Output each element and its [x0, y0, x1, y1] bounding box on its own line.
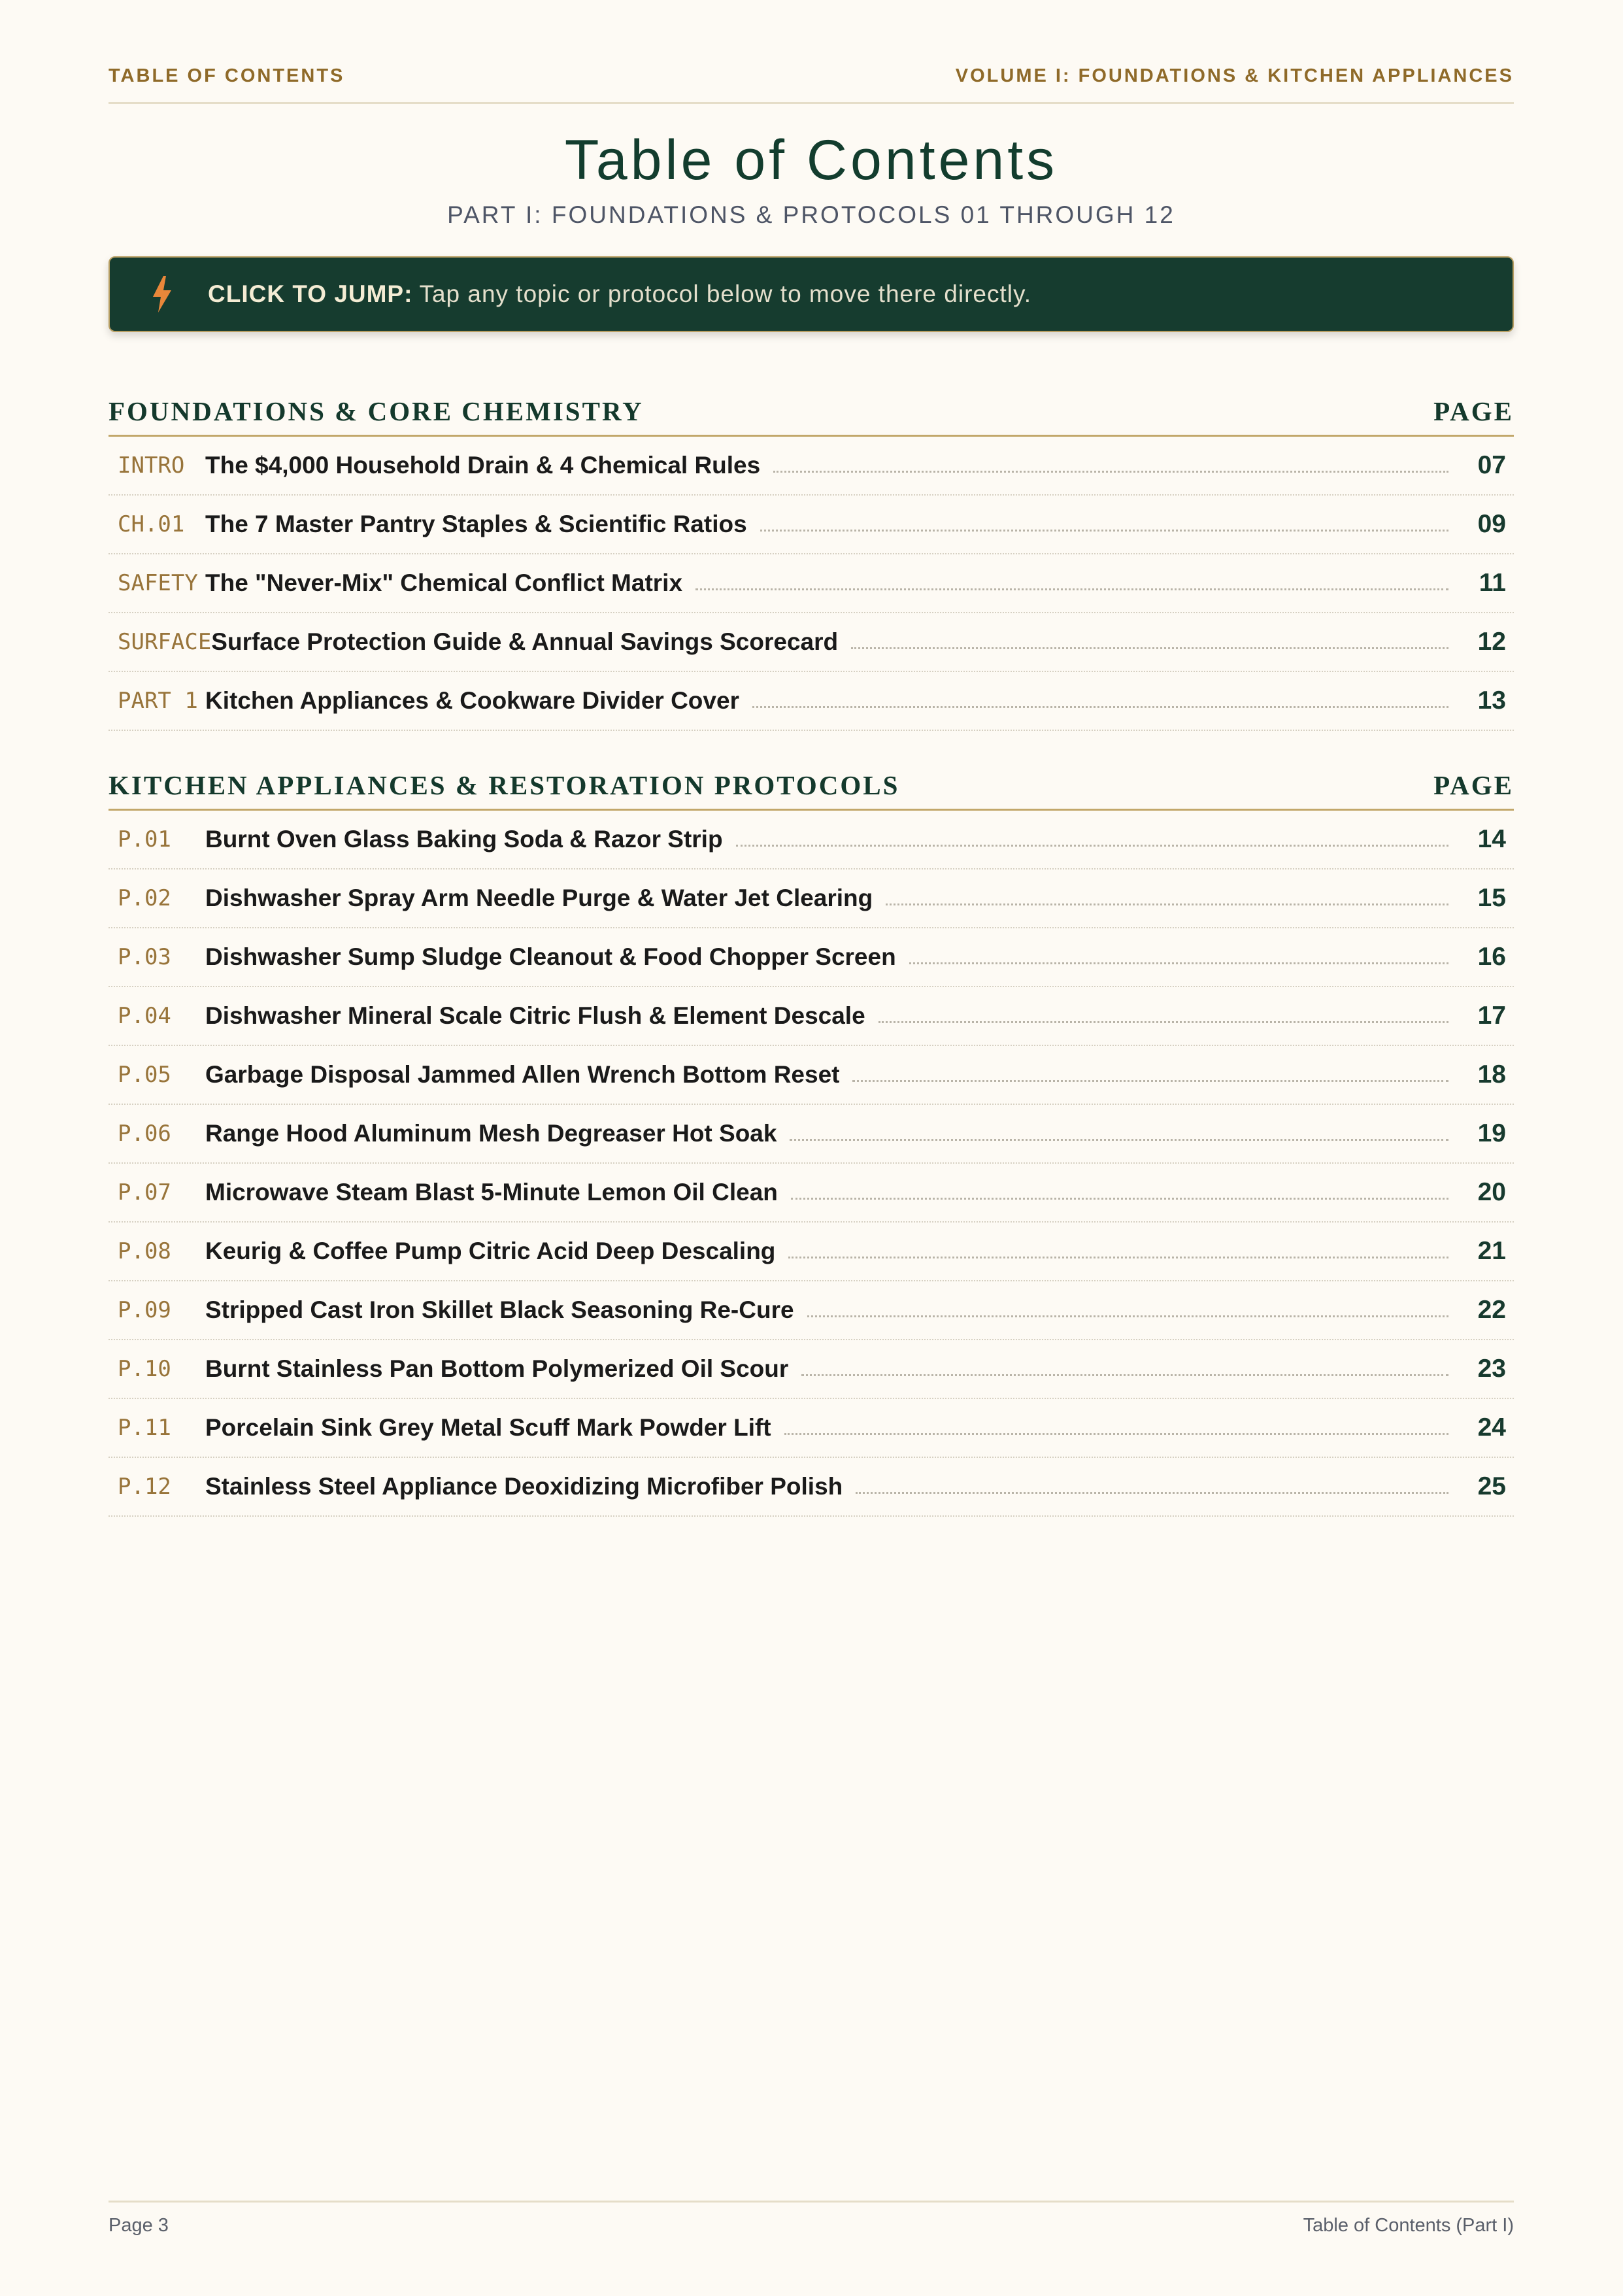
entry-code: P.05: [118, 1062, 171, 1088]
toc-entry[interactable]: [109, 1223, 1514, 1281]
entry-page[interactable]: 11: [1479, 569, 1506, 597]
entry-title-link[interactable]: Range Hood Aluminum Mesh Degreaser Hot Soak: [205, 1120, 777, 1147]
dot-leader: [851, 647, 1448, 649]
dot-leader: [801, 1374, 1448, 1376]
entry-title-link[interactable]: The 7 Master Pantry Staples & Scientific Ratios: [205, 511, 747, 537]
toc-entry[interactable]: [109, 1340, 1514, 1399]
page: [109, 0, 1514, 2296]
entry-page[interactable]: 07: [1477, 451, 1506, 479]
dot-leader: [878, 1021, 1448, 1023]
entry-page[interactable]: 09: [1477, 510, 1506, 538]
entry-code: P.01: [118, 826, 171, 853]
toc-entry[interactable]: [109, 613, 1514, 672]
toc-entry[interactable]: [109, 987, 1514, 1046]
dot-leader: [807, 1315, 1448, 1317]
dot-leader: [752, 706, 1448, 708]
footer-section-name: Table of Contents (Part I): [1303, 2215, 1514, 2236]
toc-entry[interactable]: [109, 1281, 1514, 1340]
page-footer: [109, 2215, 1514, 2237]
dot-leader: [736, 845, 1448, 847]
entry-page[interactable]: 24: [1477, 1413, 1506, 1442]
toc-entry[interactable]: [109, 672, 1514, 731]
entry-code: PART 1: [118, 688, 198, 714]
entry-code: P.03: [118, 944, 171, 970]
entry-code: SAFETY: [118, 570, 198, 596]
entry-title-link[interactable]: Porcelain Sink Grey Metal Scuff Mark Powder Lift: [205, 1414, 771, 1441]
page-column-label: PAGE: [1433, 769, 1514, 800]
dot-leader: [791, 1198, 1448, 1200]
entry-title-link[interactable]: Burnt Stainless Pan Bottom Polymerized Oil Scour: [205, 1355, 789, 1382]
banner-message: Tap any topic or protocol below to move there directly.: [419, 280, 1032, 307]
toc-entry[interactable]: [109, 554, 1514, 613]
entry-title-link[interactable]: Kitchen Appliances & Cookware Divider Cover: [205, 687, 739, 714]
toc-entry[interactable]: [109, 496, 1514, 554]
entry-title-link[interactable]: The $4,000 Household Drain & 4 Chemical Rules: [205, 452, 761, 479]
dot-leader: [852, 1080, 1448, 1082]
page-title: Table of Contents: [564, 129, 1058, 192]
entry-page[interactable]: 25: [1477, 1472, 1506, 1500]
entry-title-link[interactable]: The "Never-Mix" Chemical Conflict Matrix: [205, 569, 683, 596]
entry-title-link[interactable]: Stainless Steel Appliance Deoxidizing Microfiber Polish: [205, 1473, 843, 1500]
entry-title-link[interactable]: Dishwasher Mineral Scale Citric Flush & Element Descale: [205, 1002, 865, 1029]
toc-entry[interactable]: [109, 1164, 1514, 1223]
entry-page[interactable]: 21: [1477, 1237, 1506, 1265]
entry-title-link[interactable]: Microwave Steam Blast 5-Minute Lemon Oil Clean: [205, 1179, 778, 1206]
entry-code: SURFACE: [118, 629, 212, 655]
toc-entry[interactable]: [109, 1046, 1514, 1105]
lightning-bolt-icon: [150, 276, 174, 312]
page-column-label: PAGE: [1433, 396, 1514, 426]
entry-page[interactable]: 12: [1477, 628, 1506, 656]
entry-code: CH.01: [118, 511, 185, 537]
toc-entry[interactable]: [109, 869, 1514, 928]
entry-code: INTRO: [118, 452, 185, 479]
dot-leader: [856, 1492, 1448, 1494]
toc-entry[interactable]: [109, 1458, 1514, 1517]
entry-page[interactable]: 23: [1477, 1355, 1506, 1383]
entry-page[interactable]: 18: [1477, 1060, 1506, 1089]
toc-entry[interactable]: [109, 1399, 1514, 1458]
dot-leader: [760, 530, 1448, 532]
section-kitchen-protocols: [109, 761, 1514, 1517]
dot-leader: [773, 471, 1448, 473]
dot-leader: [695, 588, 1448, 590]
dot-leader: [784, 1433, 1448, 1435]
toc-entry[interactable]: [109, 1105, 1514, 1164]
dot-leader: [909, 962, 1448, 964]
entry-code: P.12: [118, 1474, 171, 1500]
entry-page[interactable]: 17: [1477, 1002, 1506, 1030]
entry-code: P.09: [118, 1297, 171, 1323]
toc-entry[interactable]: [109, 928, 1514, 987]
running-header-right: VOLUME I: FOUNDATIONS & KITCHEN APPLIANCES: [955, 65, 1514, 86]
dot-leader: [886, 903, 1448, 905]
entry-page[interactable]: 15: [1477, 884, 1506, 912]
entry-code: P.08: [118, 1238, 171, 1264]
entry-title-link[interactable]: Dishwasher Sump Sludge Cleanout & Food Chopper Screen: [205, 943, 896, 970]
section-title: FOUNDATIONS & CORE CHEMISTRY: [109, 396, 644, 426]
footer-page-number: Page 3: [109, 2215, 169, 2236]
toc-entry[interactable]: [109, 811, 1514, 869]
dot-leader: [790, 1139, 1448, 1141]
entry-title-link[interactable]: Burnt Oven Glass Baking Soda & Razor Strip: [205, 826, 723, 853]
page-subtitle: PART I: FOUNDATIONS & PROTOCOLS 01 THROUGH 12: [447, 201, 1175, 228]
entry-page[interactable]: 22: [1477, 1296, 1506, 1324]
entry-title-link[interactable]: Dishwasher Spray Arm Needle Purge & Water Jet Clearing: [205, 885, 873, 911]
entry-title-link[interactable]: Stripped Cast Iron Skillet Black Seasoning Re-Cure: [205, 1296, 794, 1323]
section-title: KITCHEN APPLIANCES & RESTORATION PROTOCOLS: [109, 769, 900, 800]
entry-code: P.11: [118, 1415, 171, 1441]
running-header-left: TABLE OF CONTENTS: [109, 65, 345, 86]
running-header: [109, 63, 1514, 89]
entry-page[interactable]: 20: [1477, 1178, 1506, 1206]
entry-page[interactable]: 14: [1477, 825, 1506, 853]
entry-code: P.04: [118, 1003, 171, 1029]
entry-page[interactable]: 13: [1477, 686, 1506, 715]
entry-code: P.07: [118, 1179, 171, 1206]
section-foundations: [109, 387, 1514, 731]
section-heading: [109, 387, 1514, 437]
toc-entry[interactable]: [109, 437, 1514, 496]
entry-title-link[interactable]: Surface Protection Guide & Annual Savings Scorecard: [211, 628, 839, 655]
entry-code: P.02: [118, 885, 171, 911]
header-divider: [109, 102, 1514, 104]
footer-divider: [109, 2201, 1514, 2203]
entry-code: P.06: [118, 1121, 171, 1147]
entry-title-link[interactable]: Keurig & Coffee Pump Citric Acid Deep Descaling: [205, 1238, 776, 1264]
banner-strong: CLICK TO JUMP:: [208, 280, 413, 307]
click-to-jump-banner: [109, 256, 1514, 332]
entry-page[interactable]: 19: [1477, 1119, 1506, 1147]
section-heading: [109, 761, 1514, 811]
dot-leader: [788, 1257, 1448, 1258]
entry-page[interactable]: 16: [1477, 943, 1506, 971]
banner-text: [208, 280, 1031, 308]
entry-title-link[interactable]: Garbage Disposal Jammed Allen Wrench Bottom Reset: [205, 1061, 840, 1088]
entry-code: P.10: [118, 1356, 171, 1382]
